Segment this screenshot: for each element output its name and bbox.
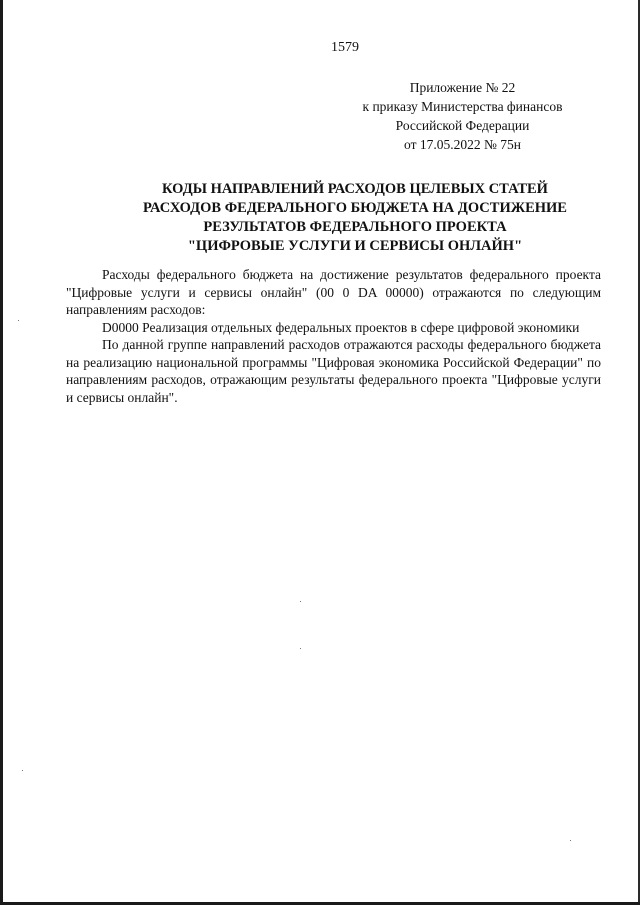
- appendix-line: Приложение № 22: [409, 80, 516, 95]
- document-title: [60, 180, 640, 256]
- page-number: 1579: [331, 40, 359, 55]
- appendix-line: Российской Федерации: [395, 118, 530, 133]
- body-paragraph: Расходы федерального бюджета на достижение результатов федерального проекта "Цифровые услуги и сервисы онлайн" (00 0 DA 00000) отражаются по следующим направлениям расходов:: [66, 267, 601, 317]
- body-paragraph: По данной группе направлений расходов отражаются расходы федерального бюджета на реализацию национальной программы "Цифровая экономика Российской Федерации" по направлениям расходов, отражающим результаты федерального проекта "Цифровые услуги и сервисы онлайн".: [66, 337, 601, 405]
- scan-border-left: [0, 0, 3, 905]
- title-line: РЕЗУЛЬТАТОВ ФЕДЕРАЛЬНОГО ПРОЕКТА: [203, 219, 507, 235]
- appendix-line: к приказу Министерства финансов: [362, 99, 563, 114]
- body-paragraph: D0000 Реализация отдельных федеральных проектов в сфере цифровой экономики: [102, 319, 580, 335]
- appendix-header: [340, 78, 585, 154]
- appendix-line: от 17.05.2022 № 75н: [404, 137, 521, 152]
- title-line: "ЦИФРОВЫЕ УСЛУГИ И СЕРВИСЫ ОНЛАЙН": [187, 238, 523, 254]
- title-line: РАСХОДОВ ФЕДЕРАЛЬНОГО БЮДЖЕТА НА ДОСТИЖЕНИЕ: [143, 200, 567, 216]
- title-line: КОДЫ НАПРАВЛЕНИЙ РАСХОДОВ ЦЕЛЕВЫХ СТАТЕЙ: [162, 181, 548, 197]
- document-body: [66, 266, 601, 406]
